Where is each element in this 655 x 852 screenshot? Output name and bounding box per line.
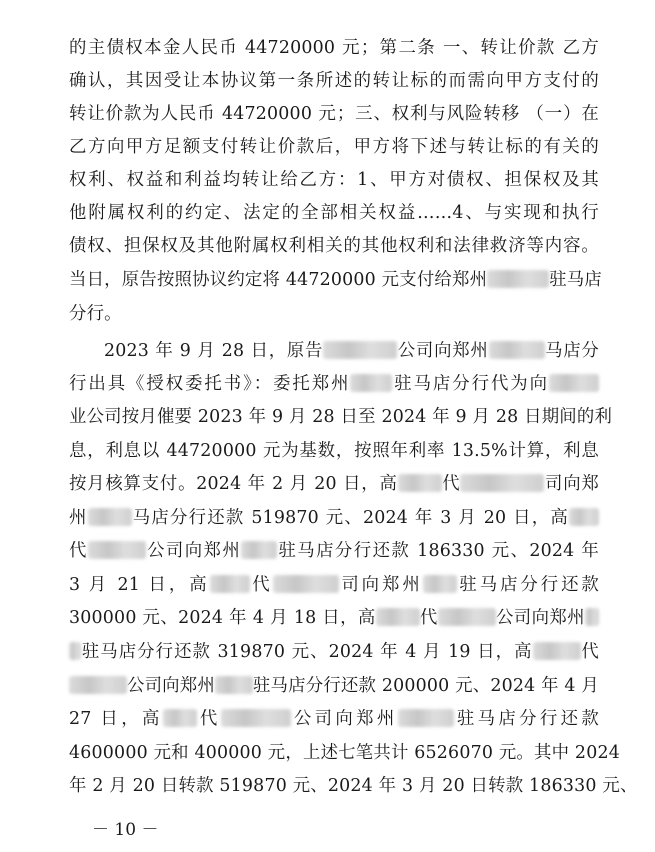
text-line-21: 27 日，高 代 公司向郑州 驻马店分行还款 xyxy=(69,709,599,729)
text-line-7: 债权、担保权及其他附属权利相关的其他权利和法律救济等内容。 xyxy=(69,236,599,256)
text-line-13: 息，利息以 44720000 元为基数，按照年利率 13.5%计算，利息 xyxy=(69,441,599,461)
text-line-16: 代 公司向郑州 驻马店分行还款 186330 元、2024 年 xyxy=(69,541,599,561)
text-line-10: 2023 年 9 月 28 日，原告 公司向郑州 马店分 xyxy=(104,341,599,361)
text-line-2: 确认，其因受让本协议第一条所述的转让标的而需向甲方支付的 xyxy=(69,71,599,91)
redaction xyxy=(210,575,250,593)
redaction xyxy=(376,608,420,626)
text-line-6: 他附属权利的约定、法定的全部相关权益……4、与实现和执行 xyxy=(69,203,599,223)
text-line-5: 权利、权益和利益均转让给乙方：1、甲方对债权、担保权及其 xyxy=(69,170,599,190)
text-line-18: 300000 元、2024 年 4 月 18 日，高 代 公司向郑州 xyxy=(69,603,599,633)
page-footer xyxy=(0,815,655,845)
redaction xyxy=(533,642,581,660)
redaction xyxy=(398,709,454,727)
redaction xyxy=(350,374,392,392)
redaction xyxy=(569,508,599,526)
redaction xyxy=(215,676,253,694)
text-line-1: 的主债权本金人民币 44720000 元；第二条 一、转让价款 乙方 xyxy=(69,38,599,58)
text-line-14: 按月核算支付。2024 年 2 月 20 日，高 代 司向郑 xyxy=(69,474,599,494)
redaction xyxy=(423,575,457,593)
redaction xyxy=(323,341,397,359)
text-line-23: 年 2 月 20 日转款 519870 元、2024 年 3 月 20 日转款 186330 元、 xyxy=(69,776,638,796)
text-line-4: 乙方向甲方足额支付转让价款后，甲方将下述与转让标的有关的 xyxy=(69,137,599,157)
text-line-19: 驻马店分行还款 319870 元、2024 年 4 月 19 日，高 代 xyxy=(69,637,599,667)
text-line-15: 州 马店分行还款 519870 元、2024 年 3 月 20 日，高 xyxy=(69,503,599,533)
text-line-9: 分行。 xyxy=(69,304,122,324)
text-line-22: 4600000 元和 400000 元，上述七笔共计 6526070 元。其中 2024 xyxy=(69,743,620,763)
text-line-17: 3 月 21 日，高 代 司向郑州 驻马店分行还款 xyxy=(69,575,600,595)
redaction xyxy=(460,474,544,492)
page-number: － 10 － xyxy=(92,820,159,840)
redaction xyxy=(69,676,127,694)
text-line-11: 行出具《授权委托书》：委托郑州 驻马店分行代为向 xyxy=(69,369,599,399)
redaction xyxy=(549,374,599,392)
text-line-20: 公司向郑州 驻马店分行还款 200000 元、2024 年 4 月 xyxy=(69,671,599,701)
redaction xyxy=(585,608,599,626)
redaction xyxy=(88,541,146,559)
redaction xyxy=(88,508,132,526)
redaction xyxy=(221,709,291,727)
redaction xyxy=(241,541,277,559)
redaction xyxy=(398,474,442,492)
text-line-3: 转让价款为人民币 44720000 元；三、权利与风险转移 （一）在 xyxy=(69,104,599,124)
redaction xyxy=(489,341,545,359)
redaction xyxy=(163,709,197,727)
text-line-8: 当日，原告按照协议约定将 44720000 元支付给郑州 驻马店 xyxy=(69,270,602,290)
redaction xyxy=(273,575,339,593)
redaction xyxy=(69,642,81,660)
redaction xyxy=(438,608,496,626)
text-line-12: 业公司按月催要 2023 年 9 月 28 日至 2024 年 9 月 28 日期间的利 xyxy=(69,407,613,427)
redaction xyxy=(487,270,549,288)
